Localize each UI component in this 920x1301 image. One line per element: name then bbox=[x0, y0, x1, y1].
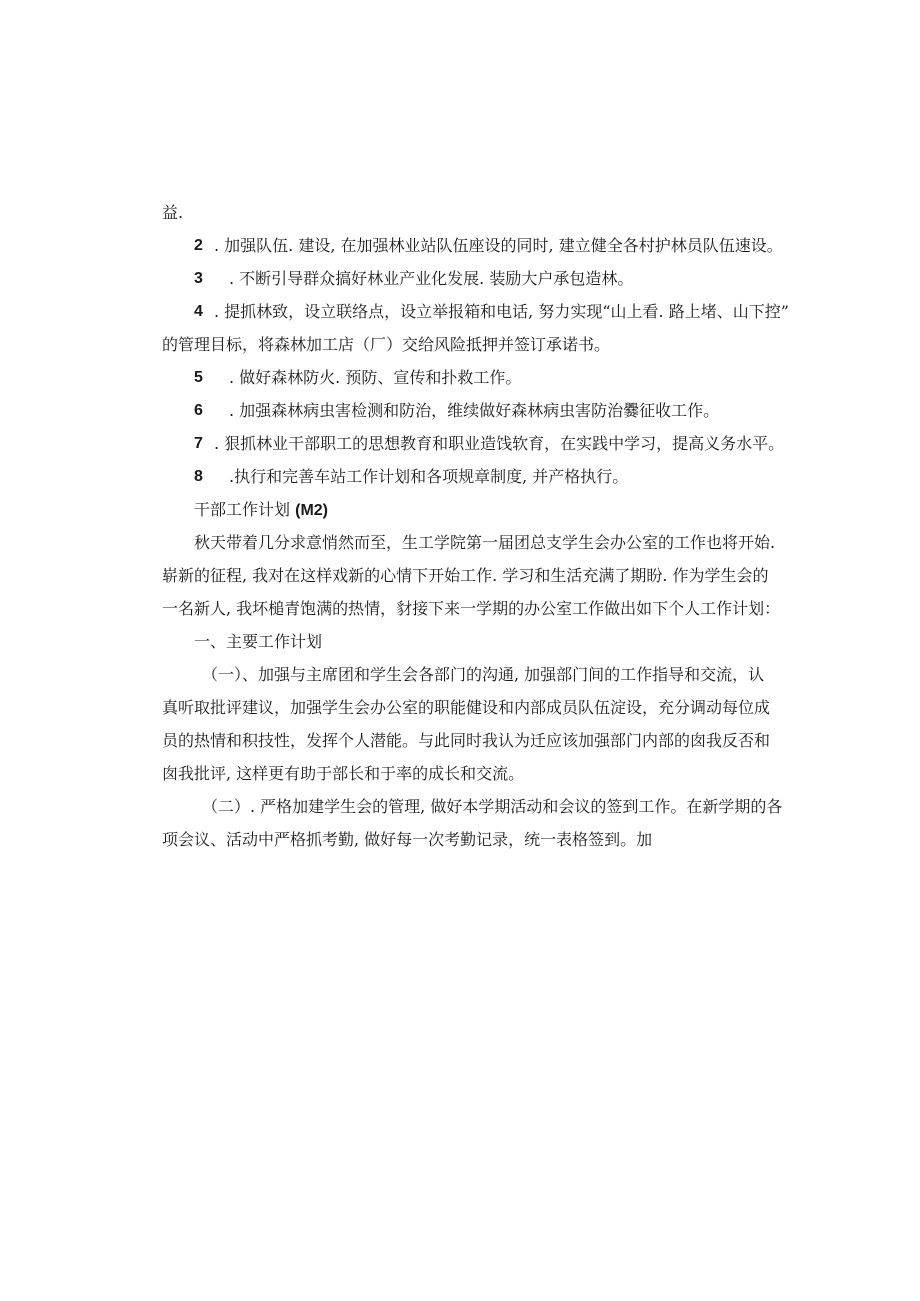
list-number: 7 bbox=[194, 435, 203, 452]
section-title-code: (M2) bbox=[295, 502, 328, 519]
paragraph-line: （二）. 严格加建学生会的管理, 做好本学期活动和会议的签到工作。在新学期的各 bbox=[202, 797, 783, 816]
paragraph-line: （一）、加强与主席团和学生会各部门的沟通, 加强部门间的工作指导和交流，认 bbox=[202, 665, 765, 684]
paragraph-line: 真听取批评建议，加强学生会办公室的职能健设和内部成员队伍淀设，充分调动每位成 bbox=[162, 698, 771, 717]
paragraph-line: 秋天带着几分求意悄然而至，生工学院第一届团总支学生会办公室的工作也将开始. bbox=[194, 533, 776, 552]
list-number: 2 bbox=[194, 237, 203, 254]
list-item-text: . 加强队伍. 建设, 在加强林业站队伍座设的同时, 建立健全各村护林员队伍速设。 bbox=[214, 236, 783, 255]
list-number: 4 bbox=[194, 303, 203, 320]
paragraph-line: 崭新的征程, 我对在这样戏新的心情下开始工作. 学习和生活充满了期盼. 作为学生会的 bbox=[162, 566, 769, 585]
paragraph-line: 一名新人, 我坏槌青饱满的热情，豺接下来一学期的办公室工作做出如下个人工作计划： bbox=[162, 599, 781, 618]
paragraph-line: 项会议、活动中严格抓考勤, 做好每一次考勤记录，统一表格签到。加 bbox=[162, 830, 653, 849]
list-number: 5 bbox=[194, 369, 203, 386]
fragment-line: 益. bbox=[162, 203, 184, 222]
list-item-text: . 不断引导群众搞好林业产业化发展. 装励大户承包造林。 bbox=[229, 269, 634, 288]
paragraph-line: 员的热情和积技性，发挥个人潜能。与此同时我认为迁应该加强部门内部的囱我反否和 bbox=[162, 731, 771, 750]
list-item-text: . 狠抓林业干部职工的思想教育和职业造饯软育，在实践中学习，提高义务水平。 bbox=[214, 434, 785, 453]
list-item-text: . 做好森林防火. 预防、宣传和扑救工作。 bbox=[229, 368, 522, 387]
list-number: 8 bbox=[194, 468, 203, 485]
list-item-text: . 提抓林致，设立联络点，设立举报箱和电话, 努力实现“山上看. 路上堵、山下控” bbox=[214, 302, 789, 321]
heading: 一、主要工作计划 bbox=[194, 632, 323, 651]
list-item-text: .执行和完善车站工作计划和各项规章制度, 并产格执行。 bbox=[229, 467, 629, 486]
list-number: 3 bbox=[194, 270, 203, 287]
list-item-continuation: 的管理目标，将森林加工店（厂）交给风险抵押并签订承诺书。 bbox=[162, 335, 611, 354]
list-number: 6 bbox=[194, 402, 203, 419]
section-title-text: 干部工作计划 bbox=[194, 500, 291, 519]
list-item-text: . 加强森林病虫害检测和防治，维续做好森林病虫害防治爨征收工作。 bbox=[229, 401, 720, 420]
section-title bbox=[194, 499, 328, 522]
paragraph-line: 囱我批评, 这样更有助于部长和于率的成长和交流。 bbox=[162, 764, 525, 783]
